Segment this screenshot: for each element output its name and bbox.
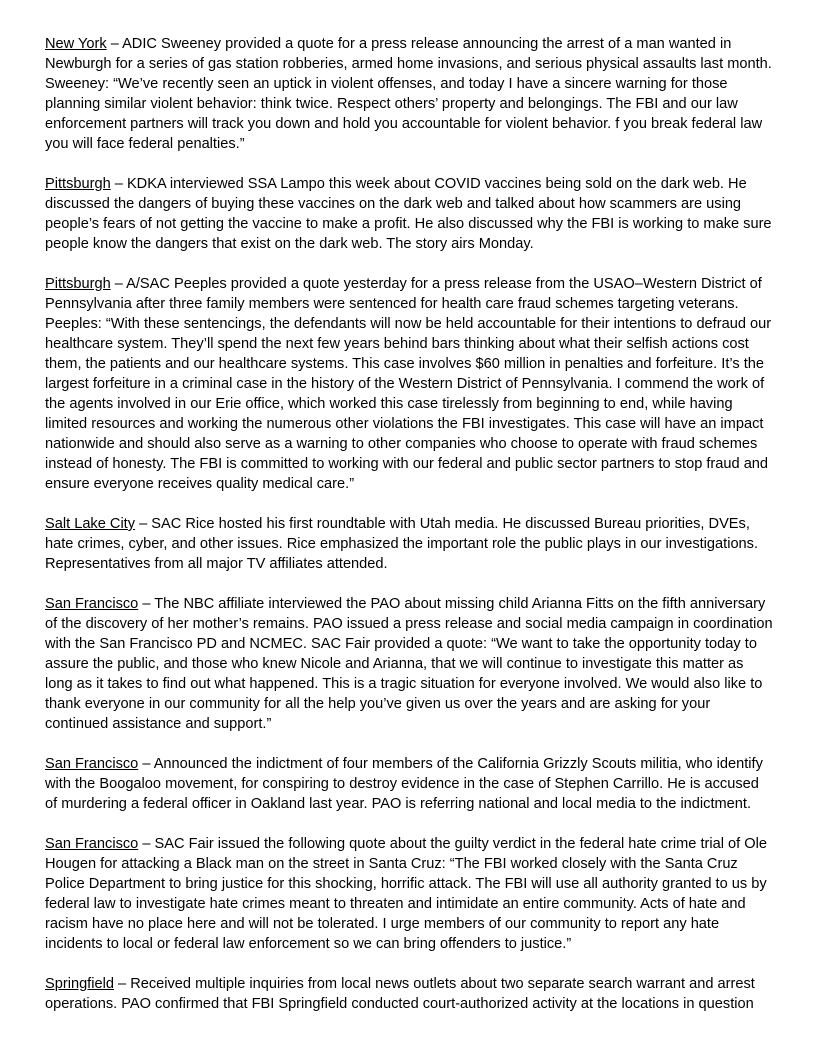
entry-san-francisco-2 — [45, 754, 773, 814]
entry-text: – KDKA interviewed SSA Lampo this week about COVID vaccines being sold on the dark web. He discussed the dangers of buying these vaccines on the dark web and talked about how scammers are using people’s fears of not getting the vaccine to make a profit. He also discussed why the FBI is working to make sure people know the dangers that exist on the dark web. The story airs Monday. — [45, 176, 772, 252]
entry-new-york-1 — [45, 34, 773, 154]
document-page — [45, 34, 773, 1034]
location-label: Pittsburgh — [45, 176, 111, 192]
entry-text: – ADIC Sweeney provided a quote for a press release announcing the arrest of a man wanted in Newburgh for a series of gas station robberies, armed home invasions, and serious physical assaults last month. Sweeney: “We’ve recently seen an uptick in violent offenses, and today I have a sincere warning for those planning similar violent behavior: think twice. Respect others’ property and belongings. The FBI and our law enforcement partners will track you down and hold you accountable for violent behavior. f you break federal law you will face federal penalties.” — [45, 36, 772, 152]
location-label: San Francisco — [45, 596, 139, 612]
location-label: Springfield — [45, 976, 114, 992]
location-label: San Francisco — [45, 756, 139, 772]
entry-springfield-1 — [45, 974, 773, 1014]
location-label: Salt Lake City — [45, 516, 136, 532]
entry-salt-lake-city-1 — [45, 514, 773, 574]
entry-text: – A/SAC Peeples provided a quote yesterday for a press release from the USAO–Western District of Pennsylvania after three family members were sentenced for health care fraud schemes targeting veterans. Peeples: “With these sentencings, the defendants will now be held accountable for their intentions to defraud our healthcare system. They’ll spend the next few years behind bars thinking about what their selfish actions cost them, the patients and our healthcare systems. This case involves $60 million in penalties and forfeiture. It’s the largest forfeiture in a criminal case in the history of the Western District of Pennsylvania. I commend the work of the agents involved in our Erie office, which worked this case tirelessly from beginning to end, while having limited resources and working the numerous other violations the FBI investigates. This case will have an impact nationwide and should also serve as a warning to other companies who choose to operate with fraud schemes instead of honesty. The FBI is committed to working with our federal and public sector partners to stop fraud and ensure everyone receives quality medical care.” — [45, 276, 772, 492]
location-label: San Francisco — [45, 836, 139, 852]
location-label: New York — [45, 36, 107, 52]
entry-san-francisco-1 — [45, 594, 773, 734]
entry-pittsburgh-1 — [45, 174, 773, 254]
entry-text: – SAC Rice hosted his first roundtable with Utah media. He discussed Bureau priorities, DVEs, hate crimes, cyber, and other issues. Rice emphasized the important role the public plays in our investigations. Representatives from all major TV affiliates attended. — [45, 516, 759, 572]
entry-text: – The NBC affiliate interviewed the PAO about missing child Arianna Fitts on the fifth anniversary of the discovery of her mother’s remains. PAO issued a press release and social media campaign in coordination with the San Francisco PD and NCMEC. SAC Fair provided a quote: “We want to take the opportunity today to assure the public, and those who knew Nicole and Arianna, that we will continue to investigate this matter as long as it takes to find out what happened. This is a tragic situation for everyone involved. We would also like to thank everyone in our community for all the help you’ve given us over the years and are asking for your continued assistance and support.” — [45, 596, 773, 732]
entry-text: – Announced the indictment of four members of the California Grizzly Scouts militia, who identify with the Boogaloo movement, for conspiring to destroy evidence in the case of Stephen Carrillo. He is accused of murdering a federal officer in Oakland last year. PAO is referring national and local media to the indictment. — [45, 756, 763, 812]
entry-pittsburgh-2 — [45, 274, 773, 494]
location-label: Pittsburgh — [45, 276, 111, 292]
entry-text: – SAC Fair issued the following quote about the guilty verdict in the federal hate crime trial of Ole Hougen for attacking a Black man on the street in Santa Cruz: “The FBI worked closely with the Santa Cruz Police Department to bring justice for this shocking, horrific attack. The FBI will use all authority granted to us by federal law to investigate hate crimes meant to threaten and intimidate an entire community. Acts of hate and racism have no place here and will not be tolerated. I urge members of our community to report any hate incidents to local or federal law enforcement so we can bring offenders to justice.” — [45, 836, 767, 952]
entry-san-francisco-3 — [45, 834, 773, 954]
entry-text: – Received multiple inquiries from local news outlets about two separate search warrant and arrest operations. PAO confirmed that FBI Springfield conducted court-authorized activity at the locations in question — [45, 976, 755, 1012]
